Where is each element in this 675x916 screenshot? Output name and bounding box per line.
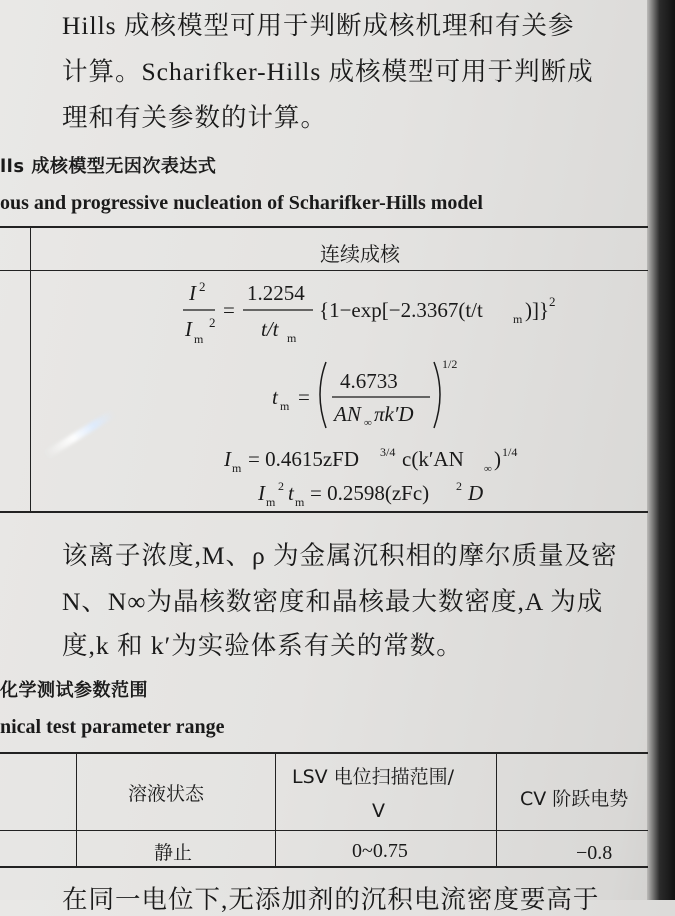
svg-text:1.2254: 1.2254: [247, 281, 305, 305]
table1-column-divider: [30, 226, 31, 512]
svg-text:∞: ∞: [484, 463, 492, 474]
table2-col-divider: [496, 752, 497, 867]
svg-text:): ): [494, 447, 501, 471]
paragraph-line: 理和有关参数的计算。: [62, 103, 328, 132]
table2-col-divider: [76, 752, 77, 867]
svg-text:3/4: 3/4: [380, 445, 396, 459]
table2-cell-cv-value: −0.8: [576, 842, 613, 864]
svg-text:2: 2: [456, 479, 462, 493]
svg-text:=: =: [223, 298, 235, 322]
table2-header-rule: [0, 830, 648, 831]
table1-header-continuous-nucleation: 连续成核: [320, 242, 400, 266]
svg-text:m: m: [194, 332, 204, 346]
svg-text:I: I: [185, 317, 192, 341]
svg-text:m: m: [266, 495, 276, 509]
svg-text:{1−exp[−2.3367(t/t: {1−exp[−2.3367(t/t: [319, 298, 483, 322]
svg-text:2: 2: [278, 479, 284, 493]
svg-text:t: t: [288, 481, 294, 505]
svg-text:πk′D: πk′D: [374, 402, 414, 426]
svg-text:2: 2: [549, 294, 556, 309]
svg-text:m: m: [287, 331, 297, 345]
svg-text:m: m: [232, 461, 242, 474]
svg-text:t: t: [272, 385, 278, 409]
table1-caption-en: ous and progressive nucleation of Scharifker-Hills model: [0, 192, 483, 214]
table2-cell-lsv-value: 0~0.75: [352, 840, 408, 862]
svg-text:t/t: t/t: [261, 317, 279, 341]
svg-text:m: m: [280, 399, 290, 413]
paragraph-line: 在同一电位下,无添加剂的沉积电流密度要高于: [62, 885, 600, 914]
svg-text:∞: ∞: [364, 417, 372, 429]
svg-text:1/4: 1/4: [502, 445, 518, 459]
table2-caption-en: nical test parameter range: [0, 716, 225, 738]
svg-text:=: =: [298, 385, 310, 409]
table1-top-rule: [0, 226, 648, 228]
table2-header-cv-step: CV 阶跃电势: [520, 788, 629, 810]
table2-header-lsv-unit: V: [372, 800, 385, 822]
svg-text:I: I: [224, 447, 231, 471]
svg-text:m: m: [513, 312, 523, 326]
paragraph-line: 该离子浓度,M、ρ 为金属沉积相的摩尔质量及密: [62, 541, 618, 570]
paragraph-line: Hills 成核模型可用于判断成核机理和有关参: [62, 11, 575, 40]
table1-caption-zh: lls 成核模型无因次表达式: [0, 156, 217, 177]
svg-text:2: 2: [199, 279, 206, 294]
svg-text:2: 2: [209, 315, 216, 330]
paragraph-line: 度,k 和 k′为实验体系有关的常数。: [62, 631, 463, 660]
svg-text:m: m: [295, 495, 305, 509]
svg-text:AN: AN: [334, 402, 361, 426]
svg-text:I: I: [258, 481, 265, 505]
svg-text:= 0.2598(zFc): = 0.2598(zFc): [310, 481, 430, 505]
table2-header-lsv-range: LSV 电位扫描范围/: [292, 766, 455, 788]
svg-text:)]}: )]}: [525, 298, 550, 322]
screen-glare: [44, 409, 116, 458]
paragraph-line: N、N∞为晶核数密度和晶核最大数密度,A 为成: [62, 587, 604, 616]
svg-text:c(k′AN: c(k′AN: [402, 447, 464, 471]
table2-header-solution-state: 溶液状态: [128, 783, 205, 805]
svg-text:1/2: 1/2: [442, 357, 458, 371]
table2-caption-zh: 化学测试参数范围: [0, 680, 148, 701]
table2-cell-static: 静止: [154, 842, 193, 864]
svg-text:= 0.4615zFD: = 0.4615zFD: [248, 447, 360, 471]
table2-top-rule: [0, 752, 648, 754]
svg-text:4.6733: 4.6733: [340, 369, 398, 393]
paragraph-line: 计算。Scharifker-Hills 成核模型可用于判断成: [62, 57, 594, 86]
table2-col-divider: [275, 752, 276, 867]
svg-text:D: D: [468, 481, 484, 505]
table1-header-rule: [0, 270, 648, 271]
table1-bottom-rule: [0, 511, 648, 513]
svg-text:I: I: [189, 281, 196, 305]
monitor-bezel: [647, 0, 675, 900]
table2-bottom-rule: [0, 866, 648, 868]
